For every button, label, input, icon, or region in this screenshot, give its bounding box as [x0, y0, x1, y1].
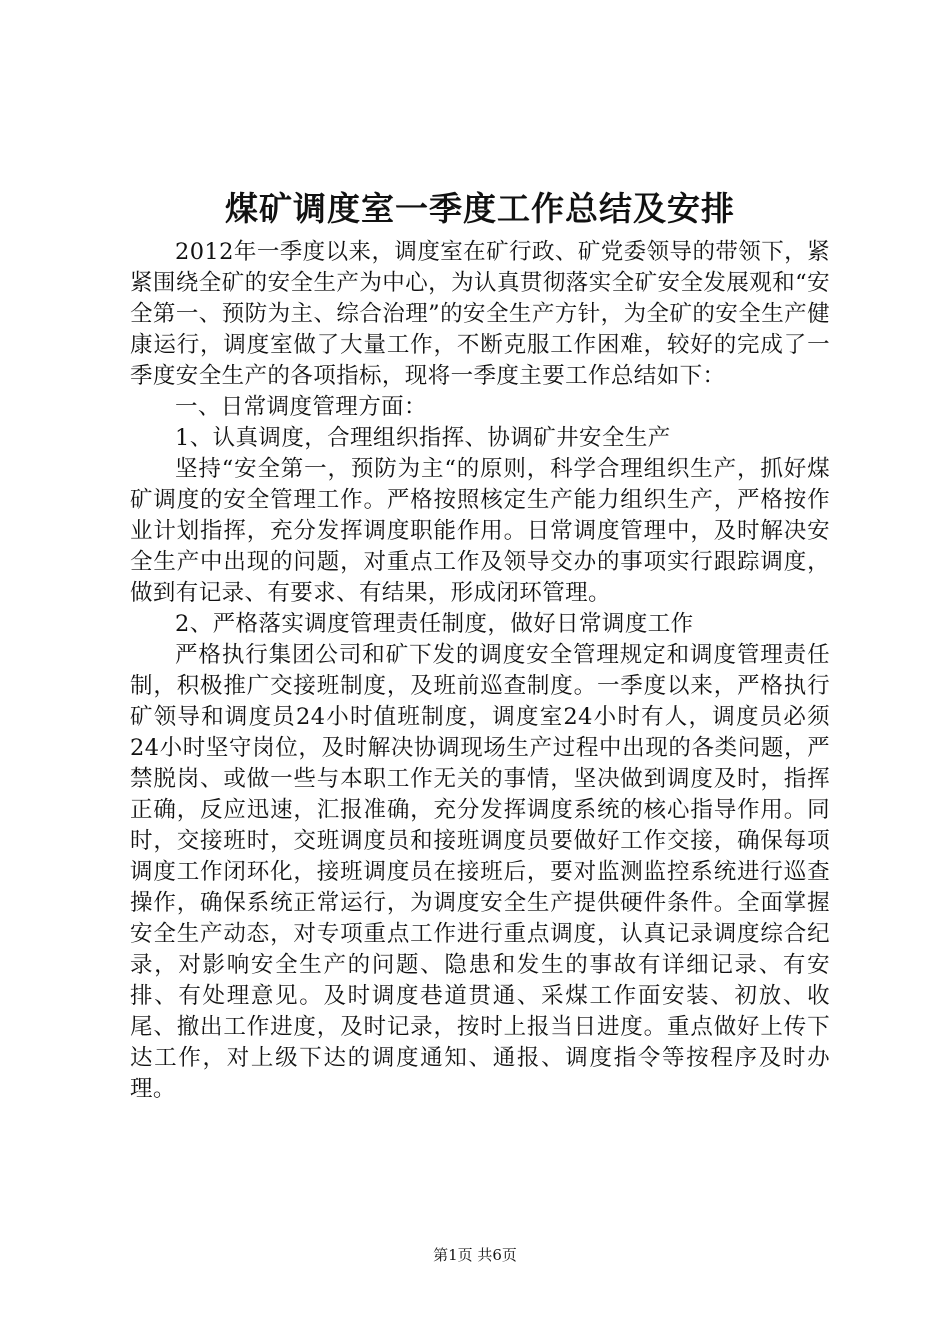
document-title: 煤矿调度室一季度工作总结及安排 — [225, 189, 735, 228]
paragraph-1: 坚持“安全第一，预防为主“的原则，科学合理组织生产，抓好煤矿调度的安全管理工作。严格按照核定生产能力组织生产，严格按作业计划指挥，充分发挥调度职能作用。日常调度管理中，及时解决安全生产中出现的问题，对重点工作及领导交办的事项实行跟踪调度，做到有记录、有要求、有结果，形成闭环管理。 — [130, 456, 830, 606]
subheading-1: 1、认真调度，合理组织指挥、协调矿井安全生产 — [175, 425, 671, 451]
document-body — [130, 237, 830, 1105]
subheading-2: 2、严格落实调度管理责任制度，做好日常调度工作 — [175, 611, 694, 637]
intro-paragraph: 2012年一季度以来，调度室在矿行政、矿党委领导的带领下，紧紧围绕全矿的安全生产为中心，为认真贯彻落实全矿安全发展观和“安全第一、预防为主、综合治理”的安全生产方针，为全矿的安全生产健康运行，调度室做了大量工作，不断克服工作困难，较好的完成了一季度安全生产的各项指标，现将一季度主要工作总结如下： — [130, 239, 830, 389]
page-number-footer: 第1页 共6页 — [433, 1246, 517, 1264]
paragraph-2: 严格执行集团公司和矿下发的调度安全管理规定和调度管理责任制，积极推广交接班制度，及班前巡查制度。一季度以来，严格执行矿领导和调度员24小时值班制度，调度室24小时有人，调度员必须24小时坚守岗位，及时解决协调现场生产过程中出现的各类问题，严禁脱岗、或做一些与本职工作无关的事情，坚决做到调度及时，指挥正确，反应迅速，汇报准确，充分发挥调度系统的核心指导作用。同时，交接班时，交班调度员和接班调度员要做好工作交接，确保每项调度工作闭环化，接班调度员在接班后，要对监测监控系统进行巡查操作，确保系统正常运行，为调度安全生产提供硬件条件。全面掌握安全生产动态，对专项重点工作进行重点调度，认真记录调度综合纪录，对影响安全生产的问题、隐患和发生的事故有详细记录、有安排、有处理意见。及时调度巷道贯通、采煤工作面安装、初放、收尾、撤出工作进度，及时记录，按时上报当日进度。重点做好上传下达工作，对上级下达的调度通知、通报、调度指令等按程序及时办理。 — [130, 642, 830, 1102]
section-heading-daily-dispatch: 一、日常调度管理方面： — [175, 394, 427, 420]
